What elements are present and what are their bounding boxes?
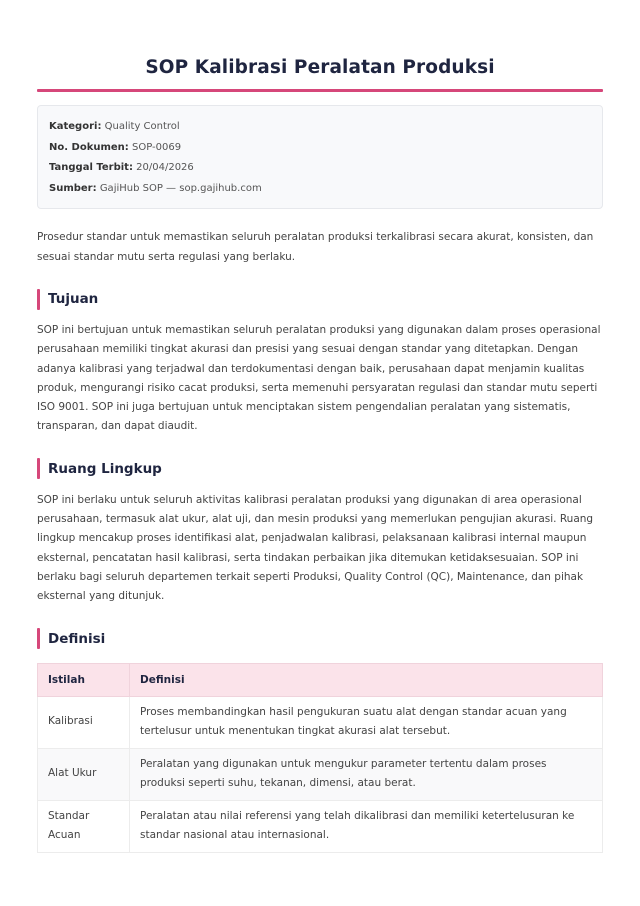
column-header-definisi: Definisi [130,663,603,696]
section-accent-bar [37,458,40,479]
section-body-tujuan: SOP ini bertujuan untuk memastikan seluruh peralatan produksi yang digunakan dalam proses operasional perusahaan memiliki tingkat akurasi dan presisi yang sesuai dengan standar yang ditetapkan. Dengan adanya kalibrasi yang terjadwal dan terdokumentasi dengan baik, perusahaan dapat menjamin kualitas produk, mengurangi risiko cacat produksi, serta memenuhi persyaratan regulasi dan standar mutu seperti ISO 9001. SOP ini juga bertujuan untuk menciptakan sistem pengendalian peralatan yang sistematis, transparan, dan dapat diaudit. [37,324,601,433]
definition-cell: Peralatan atau nilai referensi yang telah dikalibrasi dan memiliki ketertelusuran ke standar nasional atau internasional. [130,800,603,852]
definition-cell: Peralatan yang digunakan untuk mengukur parameter tertentu dalam proses produksi seperti suhu, tekanan, dimensi, atau berat. [130,748,603,800]
meta-sumber-label: Sumber: [49,182,97,194]
term-cell: Alat Ukur [38,748,130,800]
meta-dokumen-label: No. Dokumen: [49,141,129,153]
meta-dokumen-value: SOP-0069 [131,141,182,153]
meta-kategori-value: Quality Control [104,121,180,132]
meta-sumber-value: GajiHub SOP — sop.gajihub.com [99,182,262,194]
intro-paragraph: Prosedur standar untuk memastikan seluruh peralatan produksi terkalibrasi secara akurat, konsisten, dan sesuai standar mutu serta regulasi yang berlaku. [37,231,594,263]
section-accent-bar [37,628,40,649]
meta-tanggal-value: 20/04/2026 [136,162,194,173]
definition-table [37,663,603,853]
section-title-tujuan: Tujuan [48,291,99,307]
term-cell: Standar Acuan [38,800,130,852]
title-underline [37,89,603,92]
table-row [38,800,603,852]
meta-kategori [49,117,591,138]
document-title: SOP Kalibrasi Peralatan Produksi [145,57,495,78]
table-row [38,748,603,800]
meta-dokumen [49,138,591,159]
section-title-ruang-lingkup: Ruang Lingkup [48,460,162,477]
metadata-box [37,105,603,209]
term-cell: Kalibrasi [38,696,130,748]
table-header-row [38,663,603,696]
column-header-istilah: Istilah [38,663,130,696]
definition-cell: Proses membandingkan hasil pengukuran suatu alat dengan standar acuan yang tertelusur untuk menentukan tingkat akurasi alat tersebut. [130,696,603,748]
meta-tanggal-label: Tanggal Terbit: [49,162,133,173]
document-page [0,56,640,853]
table-row [38,696,603,748]
section-heading-ruang-lingkup [37,458,603,480]
section-title-definisi: Definisi [48,630,106,647]
section-heading-definisi [37,628,603,650]
section-heading-tujuan [37,288,603,310]
meta-sumber [49,179,591,200]
section-body-ruang-lingkup: SOP ini berlaku untuk seluruh aktivitas kalibrasi peralatan produksi yang digunakan di area operasional perusahaan, termasuk alat ukur, alat uji, dan mesin produksi yang memerlukan pengujian akurasi. Ruang lingkup mencakup proses identifikasi alat, penjadwalan kalibrasi, pelaksanaan kalibrasi internal maupun eksternal, pencatatan hasil kalibrasi, serta tindakan perbaikan jika ditemukan ketidaksesuaian. SOP ini berlaku bagi seluruh departemen terkait seperti Produksi, Quality Control (QC), Maintenance, dan pihak eksternal yang ditunjuk. [37,493,594,603]
section-accent-bar [37,289,40,310]
meta-tanggal [49,158,591,179]
meta-kategori-label: Kategori: [49,121,102,132]
